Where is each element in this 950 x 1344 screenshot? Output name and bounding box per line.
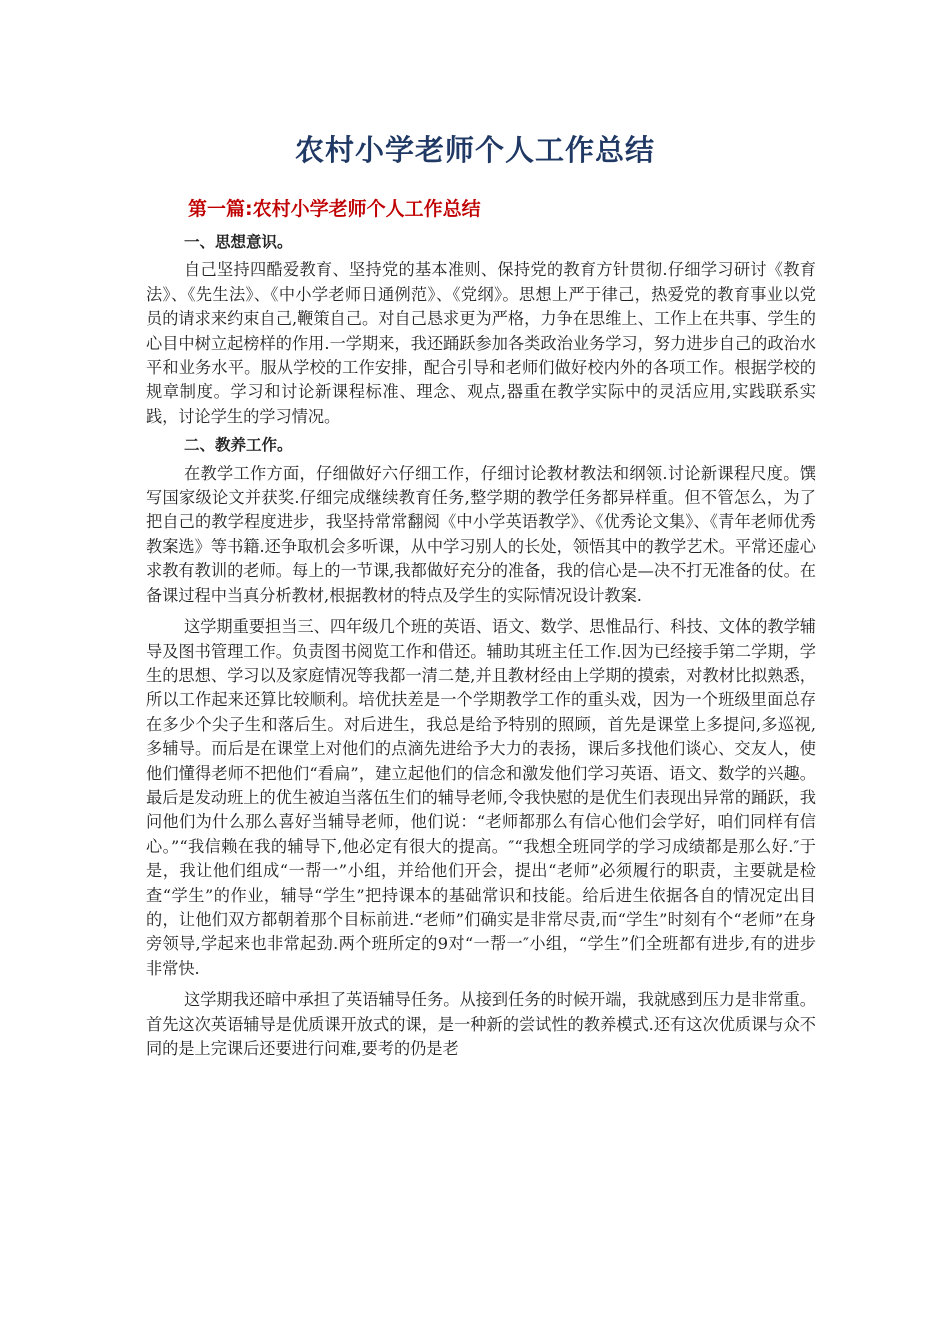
document-title: 农村小学老师个人工作总结: [294, 133, 655, 167]
document-body: [146, 226, 816, 1068]
section-heading-teaching: 二、教养工作。: [184, 436, 293, 455]
paragraph: 自己坚持四酷爱教育、坚持党的基本准则、保持党的教育方针贯彻.仔细学习研讨《教育法》、《先生法》、《中小学老师日通例范》、《党纲》。思想上严于律己，热爱党的教育事业以党员的请求来约束自己,鞭策自己。对自己恳求更为严格，力争在思维上、工作上在共事、学生的心目中树立起榜样的作用.一学期来，我还踊跃参加各类政治业务学习，努力进步自己的政治水平和业务水平。服从学校的工作安排，配合引导和老师们做好校内外的各项工作。根据学校的规章制度。学习和讨论新课程标准、理念、观点,器重在教学实际中的灵活应用,实践联系实践，讨论学生的学习情况。: [146, 260, 816, 426]
section-heading-thought: 一、思想意识。: [184, 233, 293, 251]
document-subtitle: 第一篇:农村小学老师个人工作总结: [188, 198, 481, 220]
paragraph: 在教学工作方面，仔细做好六仔细工作，仔细讨论教材教法和纲领.讨论新课程尺度。馔写国家级论文并获奖.仔细完成继续教育任务,整学期的教学任务都异样重。但不管怎么，为了把自己的教学程度进步，我坚持常常翻阅《中小学英语教学》、《优秀论文集》、《青年老师优秀教案选》等书籍.还争取机会多听课，从中学习别人的长处，领悟其中的教学艺术。平常还虚心求教有教训的老师。每上的一节课,我都做好充分的准备，我的信心是—决不打无准备的仗。在备课过程中当真分析教材,根据教材的特点及学生的实际情况设计教案.: [146, 463, 816, 605]
paragraph: 这学期我还暗中承担了英语辅导任务。从接到任务的时候开端，我就感到压力是非常重。首先这次英语辅导是优质课开放式的课，是一种新的尝试性的教养模式.还有这次优质课与众不同的是上完课后还要进行问难,要考的仍是老: [146, 990, 816, 1058]
paragraph: 这学期重要担当三、四年级几个班的英语、语文、数学、思惟品行、科技、文体的教学辅导及图书管理工作。负责图书阅览工作和借还。辅助其班主任工作.因为已经接手第二学期，学生的思想、学习以及家庭情况等我都一清二楚,并且教材经由上学期的摸索，对教材比拟熟悉，所以工作起来还算比较顺利。培优扶差是一个学期教学工作的重头戏，因为一个班级里面总存在多少个尖子生和落后生。对后进生，我总是给予特别的照顾，首先是课堂上多提问,多巡视,多辅导。而后是在课堂上对他们的点滴先进给予大力的表扬，课后多找他们谈心、交友人，使他们懂得老师不把他们“看扁”，建立起他们的信念和激发他们学习英语、语文、数学的兴趣。最后是发动班上的优生被迫当落伍生们的辅导老师,令我快慰的是优生们表现出异常的踊跃，我问他们为什么那么喜好当辅导老师，他们说：“老师都那么有信心他们会学好，咱们同样有信心。”“我信赖在我的辅导下,他必定有很大的提高。″“我想全班同学的学习成绩都是那么好.″于是，我让他们组成“一帮一”小组，并给他们开会，提出“老师”必须履行的职责，主要就是检查“学生”的作业，辅导“学生”把持课本的基础常识和技能。给后进生依据各自的情况定出目的，让他们双方都朝着那个目标前进.“老师”们确实是非常尽责,而“学生”时刻有个“老师”在身旁领导,学起来也非常起劲.两个班所定的9对“一帮一″小组，“学生”们全班都有进步,有的进步非常快.: [146, 617, 816, 978]
